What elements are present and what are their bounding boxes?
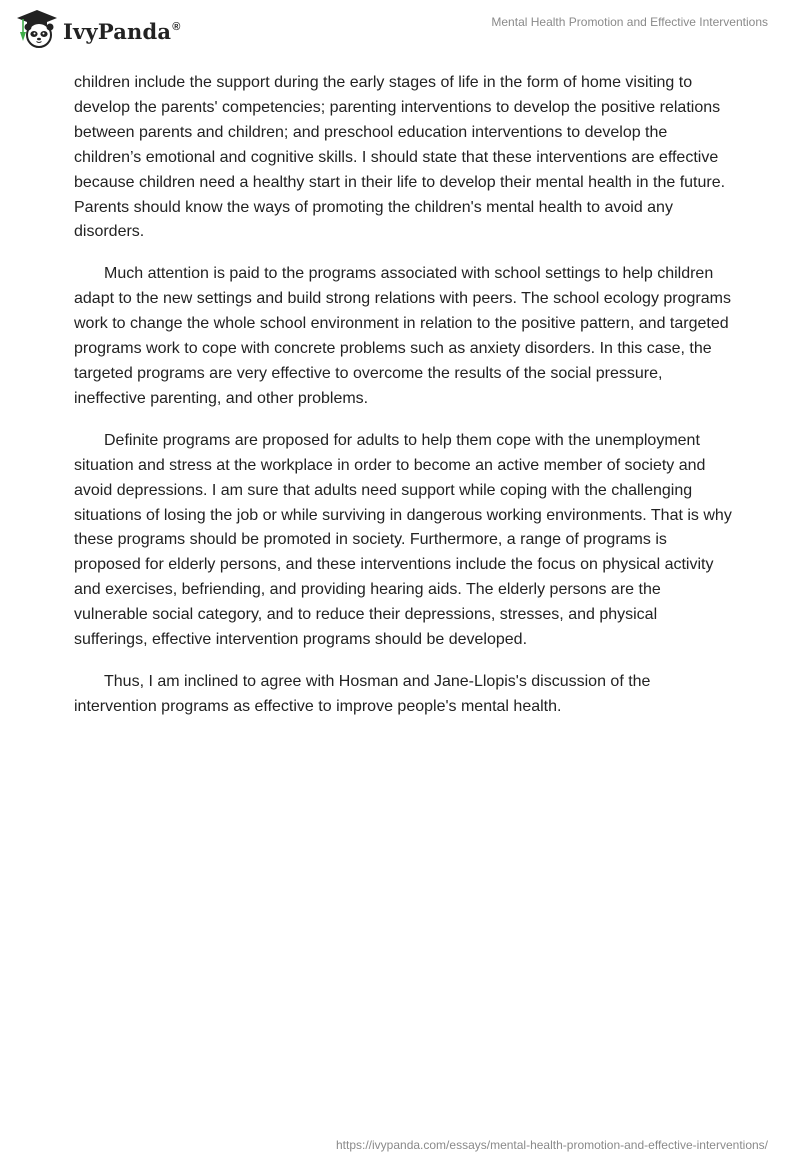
logo-wordmark	[63, 19, 181, 44]
source-url-link[interactable]: https://ivypanda.com/essays/mental-health-promotion-and-effective-interventions/	[336, 1138, 768, 1152]
logo-name: IvyPanda	[63, 18, 172, 44]
ivypanda-logo[interactable]	[15, 8, 181, 50]
registered-mark: ®	[172, 20, 181, 33]
paragraph-4: Thus, I am inclined to agree with Hosman and Jane-Llopis's discussion of the intervention programs as effective to improve people's mental health.	[74, 672, 651, 715]
paragraph-3: Definite programs are proposed for adults to help them cope with the unemployment situation and stress at the workplace in order to become an active member of society and avoid depressions. I am sure that adults need support while coping with the challenging situations of losing the job or while surviving in dangerous working environments. That is why these programs should be promoted in society. Furthermore, a range of programs is proposed for elderly persons, and these interventions include the focus on physical activity and exercises, befriending, and providing hearing aids. The elderly persons are the vulnerable social category, and to reduce their depressions, stresses, and physical sufferings, effective intervention programs should be developed.	[74, 431, 732, 649]
page-header	[0, 0, 800, 60]
essay-body	[74, 71, 734, 737]
document-title: Mental Health Promotion and Effective Interventions	[491, 15, 768, 29]
panda-graduate-icon	[15, 8, 59, 50]
paragraph-2: Much attention is paid to the programs associated with school settings to help children adapt to the new settings and build strong relations with peers. The school ecology programs work to change the whole school environment in relation to the positive pattern, and targeted programs work to cope with concrete problems such as anxiety disorders. In this case, the targeted programs are very effective to overcome the results of the social pressure, ineffective parenting, and other problems.	[74, 265, 731, 407]
paragraph-1: children include the support during the early stages of life in the form of home visiting to develop the parents' competencies; parenting interventions to develop the positive relations between parents and children; and preschool education interventions to develop the children’s emotional and cognitive skills. I should state that these interventions are effective because children need a healthy start in their life to develop their mental health in the future. Parents should know the ways of promoting the children's mental health to avoid any disorders.	[74, 74, 726, 241]
